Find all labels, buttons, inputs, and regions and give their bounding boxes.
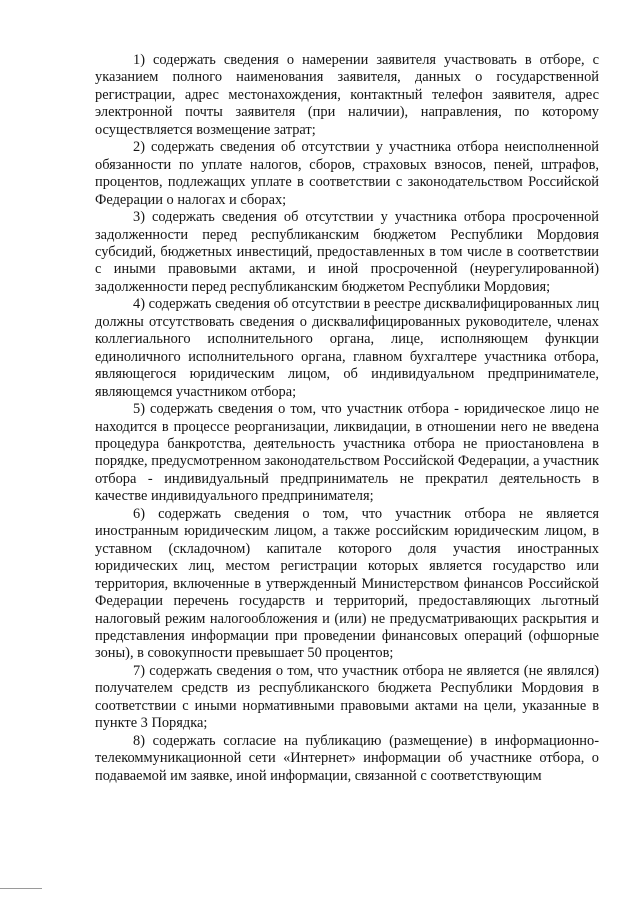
footer-rule <box>0 888 42 889</box>
document-body <box>95 52 599 785</box>
paragraph-item-3: 3) содержать сведения об отсутствии у участника отбора просроченной задолженности перед республиканским бюджетом Республики Мордовия субсидий, бюджетных инвестиций, предоставленных в том числе в соответствии с иными правовыми актами, и иной просроченной (неурегулированной) задолженности перед республиканским бюджетом Республики Мордовия; <box>95 209 599 295</box>
paragraph-item-5: 5) содержать сведения о том, что участник отбора - юридическое лицо не находится в процессе реорганизации, ликвидации, в отношении него не введена процедура банкротства, деятельность участника отбора не приостановлена в порядке, предусмотренном законодательством Российской Федерации, а участник отбора - индивидуальный предприниматель не прекратил деятельность в качестве индивидуального предпринимателя; <box>95 401 599 505</box>
paragraph-item-7: 7) содержать сведения о том, что участник отбора не является (не являлся) получателем средств из республиканского бюджета Республики Мордовия в соответствии с иными нормативными правовыми актами на цели, указанные в пункте 3 Порядка; <box>95 662 599 732</box>
paragraph-item-4: 4) содержать сведения об отсутствии в реестре дисквалифицированных лиц должны отсутствовать сведения о дисквалифицированных руководителе, членах коллегиального исполнительного органа, лице, исполняющем функции единоличного исполнительного органа, главном бухгалтере участника отбора, являющегося юридическим лицом, об индивидуальном предпринимателе, являющемся участником отбора; <box>95 296 600 400</box>
paragraph-item-6: 6) содержать сведения о том, что участник отбора не является иностранным юридическим лицом, а также российским юридическим лицом, в уставном (складочном) капитале которого доля участия иностранных юридических лиц, местом регистрации которых является государство или территория, включенные в утвержденный Министерством финансов Российской Федерации перечень государств и территорий, предоставляющих льготный налоговый режим налогообложения и (или) не предусматривающих раскрытия и представления информации при проведении финансовых операций (офшорные зоны), в совокупности превышает 50 процентов; <box>95 505 599 662</box>
paragraph-item-2: 2) содержать сведения об отсутствии у участника отбора неисполненной обязанности по уплате налогов, сборов, страховых взносов, пеней, штрафов, процентов, подлежащих уплате в соответствии с законодательством Российской Федерации о налогах и сборах; <box>95 139 599 208</box>
paragraph-item-8: 8) содержать согласие на публикацию (размещение) в информационно-телекоммуникационной сети «Интернет» информации об участнике отбора, о подаваемой им заявке, иной информации, связанной с соответствующим <box>95 732 599 784</box>
paragraph-item-1: 1) содержать сведения о намерении заявителя участвовать в отборе, с указанием полного наименования заявителя, данных о государственной регистрации, адрес местонахождения, контактный телефон заявителя, адрес электронной почты заявителя (при наличии), направления, по которому осуществляется возмещение затрат; <box>95 52 599 138</box>
